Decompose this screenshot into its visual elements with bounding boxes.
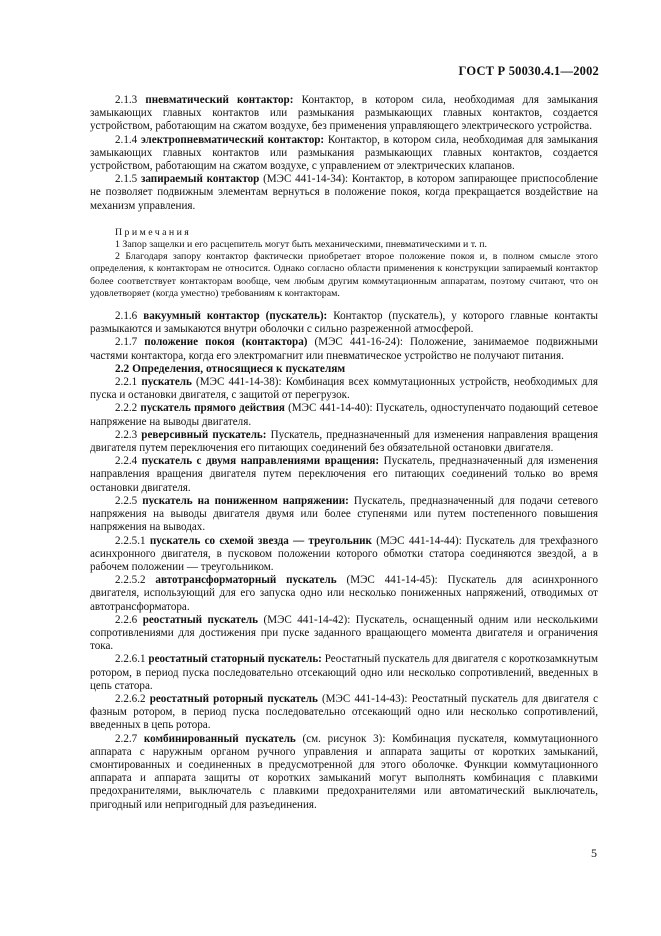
definition-paragraph bbox=[90, 614, 598, 654]
definition-text: (МЭС 441-16-24): Положение, занимаемое подвижными частями контактора, когда его электромагнит или пневматическое устройство не получают питания. bbox=[90, 336, 598, 362]
clause-number: 2.1.3 bbox=[115, 94, 138, 106]
definitions-middle bbox=[90, 310, 598, 363]
definition-text: (МЭС 441-14-44): Пускатель для трехфазного асинхронного двигателя, в пусковом положении которого обмотки статора соединяются звездой, а в рабочем положении — треугольником. bbox=[90, 534, 599, 573]
definition-text: (МЭС 441-14-38): Комбинация всех коммутационных устройств, необходимых для пуска и остановки двигателя, с защитой от перегрузок. bbox=[90, 376, 598, 402]
definition-text: (МЭС 441-14-40): Пускатель, одноступенчато подающий сетевое напряжение на выводы двигателя. bbox=[90, 402, 598, 428]
definition-paragraph bbox=[90, 495, 598, 535]
definition-paragraph bbox=[90, 653, 598, 693]
defined-term: электропневматический контактор: bbox=[140, 133, 325, 146]
definition-paragraph bbox=[90, 455, 598, 495]
definition-text: Пускатель, предназначенный для изменения направления вращения двигателя путем переключения его питающих соединений только во время остановки двигателя. bbox=[90, 455, 598, 494]
definition-paragraph bbox=[90, 402, 598, 428]
clause-number: 2.1.4 bbox=[115, 133, 138, 146]
clause-number: 2.2.6 bbox=[115, 613, 138, 626]
definition-paragraph bbox=[90, 134, 598, 174]
definition-text: Пускатель, предназначенный для изменения направления вращения двигателя путем переключения его питающих соединений без обязательной остановки двигателя. bbox=[90, 428, 598, 455]
page-number: 5 bbox=[591, 846, 597, 860]
note-2: 2 Благодаря запору контактор фактически приобретает второе положение покоя и, в полном смысле этого определения, к контакторам не относится. Однако согласно области применения к конструкции запираемый контактор более соответствует контакторам вообще, чем любым другим коммутационным аппаратам, поэтому считают, что он удовлетворяет (когда уместно) требованиям к контакторам. bbox=[90, 251, 598, 299]
clause-number: 2.2.6.2 bbox=[115, 692, 146, 705]
defined-term: вакуумный контактор (пускатель): bbox=[143, 310, 328, 323]
defined-term: реостатный роторный пускатель bbox=[149, 692, 318, 705]
defined-term: пускатель прямого действия bbox=[140, 402, 285, 415]
definition-paragraph bbox=[90, 310, 598, 336]
defined-term: пускатель с двумя направлениями вращения: bbox=[141, 455, 380, 468]
definition-text: Контактор, в котором сила, необходимая для замыкания замыкающих главных контактов или размыкания размыкающих главных контактов, создается устройством, работающим на сжатом воздухе, без применения управляющего электрического устройства. bbox=[90, 94, 598, 133]
definition-text: (МЭС 441-14-45): Пускатель для асинхронного двигателя, использующий для его запуска одно или несколько пониженных напряжений, отводимых от автотрансформатора. bbox=[90, 574, 598, 613]
definition-text: (см. рисунок 3): Комбинация пускателя, коммутационного аппарата с наружным органом ручного управления и аппарата защиты от коротких замыканий, смонтированных и соединенных в предусмотренной для этого оболочке. Функции коммутационного аппарата и аппарата защиты от коротких замыканий могут выполнять комбинация с плавкими предохранителями, выключатель с плавкими предохранителями или автоматический выключатель, пригодный или непригодный для разъединения. bbox=[90, 732, 598, 811]
definition-paragraph bbox=[90, 94, 598, 134]
defined-term: пневматический контактор: bbox=[145, 94, 294, 106]
clause-number: 2.2.4 bbox=[115, 455, 138, 468]
note-1: 1 Запор защелки и его расцепитель могут быть механическими, пневматическими и т. п. bbox=[115, 239, 488, 251]
definition-text: (МЭС 441-14-34): Контактор, в котором запирающее приспособление не позволяет подвижным элементам вернуться в положение покоя, когда прекращается воздействие на механизм управления. bbox=[90, 173, 598, 212]
clause-number: 2.1.7 bbox=[115, 336, 138, 349]
definition-paragraph bbox=[90, 429, 598, 455]
definition-text: Контактор, в котором сила, необходимая для замыкания замыкающих главных контактов или размыкания размыкающих главных контактов, создается устройством, работающим на сжатом воздухе, с управлением от электрических клапанов. bbox=[90, 133, 598, 173]
clause-number: 2.1.5 bbox=[115, 173, 138, 186]
clause-number: 2.2.5.1 bbox=[115, 534, 146, 547]
clause-number: 2.2.6.1 bbox=[115, 653, 146, 666]
definition-text: Пускатель, предназначенный для подачи сетевого напряжения на выводы двигателя двумя или более ступенями или путем постепенного повышения напряжения на выводах. bbox=[90, 494, 598, 534]
definition-paragraph bbox=[90, 733, 598, 812]
clause-number: 2.2.7 bbox=[115, 732, 138, 745]
definition-text: (МЭС 441-14-42): Пускатель, оснащенный одним или несколькими сопротивлениями для достижения при пуске заданного вращающего момента двигателя и ограничения тока. bbox=[90, 613, 599, 653]
definition-text: Реостатный пускатель для двигателя с короткозамкнутым ротором, в период пуска последовательно отсекающий одно или несколько сопротивлений, введенных в цепь статора. bbox=[90, 653, 599, 692]
defined-term: комбинированный пускатель bbox=[143, 732, 296, 745]
clause-number: 2.2.1 bbox=[115, 376, 138, 389]
notes-block bbox=[90, 227, 598, 300]
definition-paragraph bbox=[90, 535, 598, 575]
clause-number: 2.2.3 bbox=[115, 428, 138, 441]
document-header: ГОСТ Р 50030.4.1—2002 bbox=[458, 64, 599, 78]
definition-paragraph bbox=[90, 693, 598, 733]
defined-term: пускатель со схемой звезда — треугольник bbox=[149, 534, 372, 547]
defined-term: реостатный пускатель bbox=[142, 613, 258, 626]
clause-number: 2.2.2 bbox=[115, 402, 138, 415]
definitions-bottom bbox=[90, 376, 598, 812]
definition-text: Контактор (пускатель), у которого главные контакты размыкаются и замыкаются внутри оболочки с сильно разреженной атмосферой. bbox=[90, 310, 598, 336]
definition-paragraph bbox=[90, 336, 598, 362]
defined-term: реостатный статорный пускатель: bbox=[148, 653, 322, 666]
defined-term: пускатель на пониженном напряжении: bbox=[142, 494, 349, 507]
defined-term: реверсивный пускатель: bbox=[141, 428, 267, 441]
definitions-top bbox=[90, 94, 598, 213]
section-title: 2.2 Определения, относящиеся к пускателям bbox=[115, 362, 346, 375]
defined-term: пускатель bbox=[141, 376, 192, 389]
definition-paragraph bbox=[90, 376, 598, 402]
defined-term: положение покоя (контактора) bbox=[144, 336, 308, 349]
definition-text: (МЭС 441-14-43): Реостатный пускатель для двигателя с фазным ротором, в период пуска последовательно отсекающий одно или несколько сопротивлений, введенных в цепь ротора. bbox=[90, 692, 598, 732]
clause-number: 2.2.5.2 bbox=[115, 574, 146, 587]
definition-paragraph bbox=[90, 173, 598, 213]
clause-number: 2.1.6 bbox=[115, 310, 138, 323]
definition-paragraph bbox=[90, 574, 598, 614]
defined-term: запираемый контактор bbox=[140, 173, 260, 186]
notes-title: Примечания bbox=[115, 226, 192, 238]
defined-term: автотрансформаторный пускатель bbox=[155, 574, 337, 587]
page-content bbox=[90, 94, 598, 812]
clause-number: 2.2.5 bbox=[115, 494, 138, 507]
